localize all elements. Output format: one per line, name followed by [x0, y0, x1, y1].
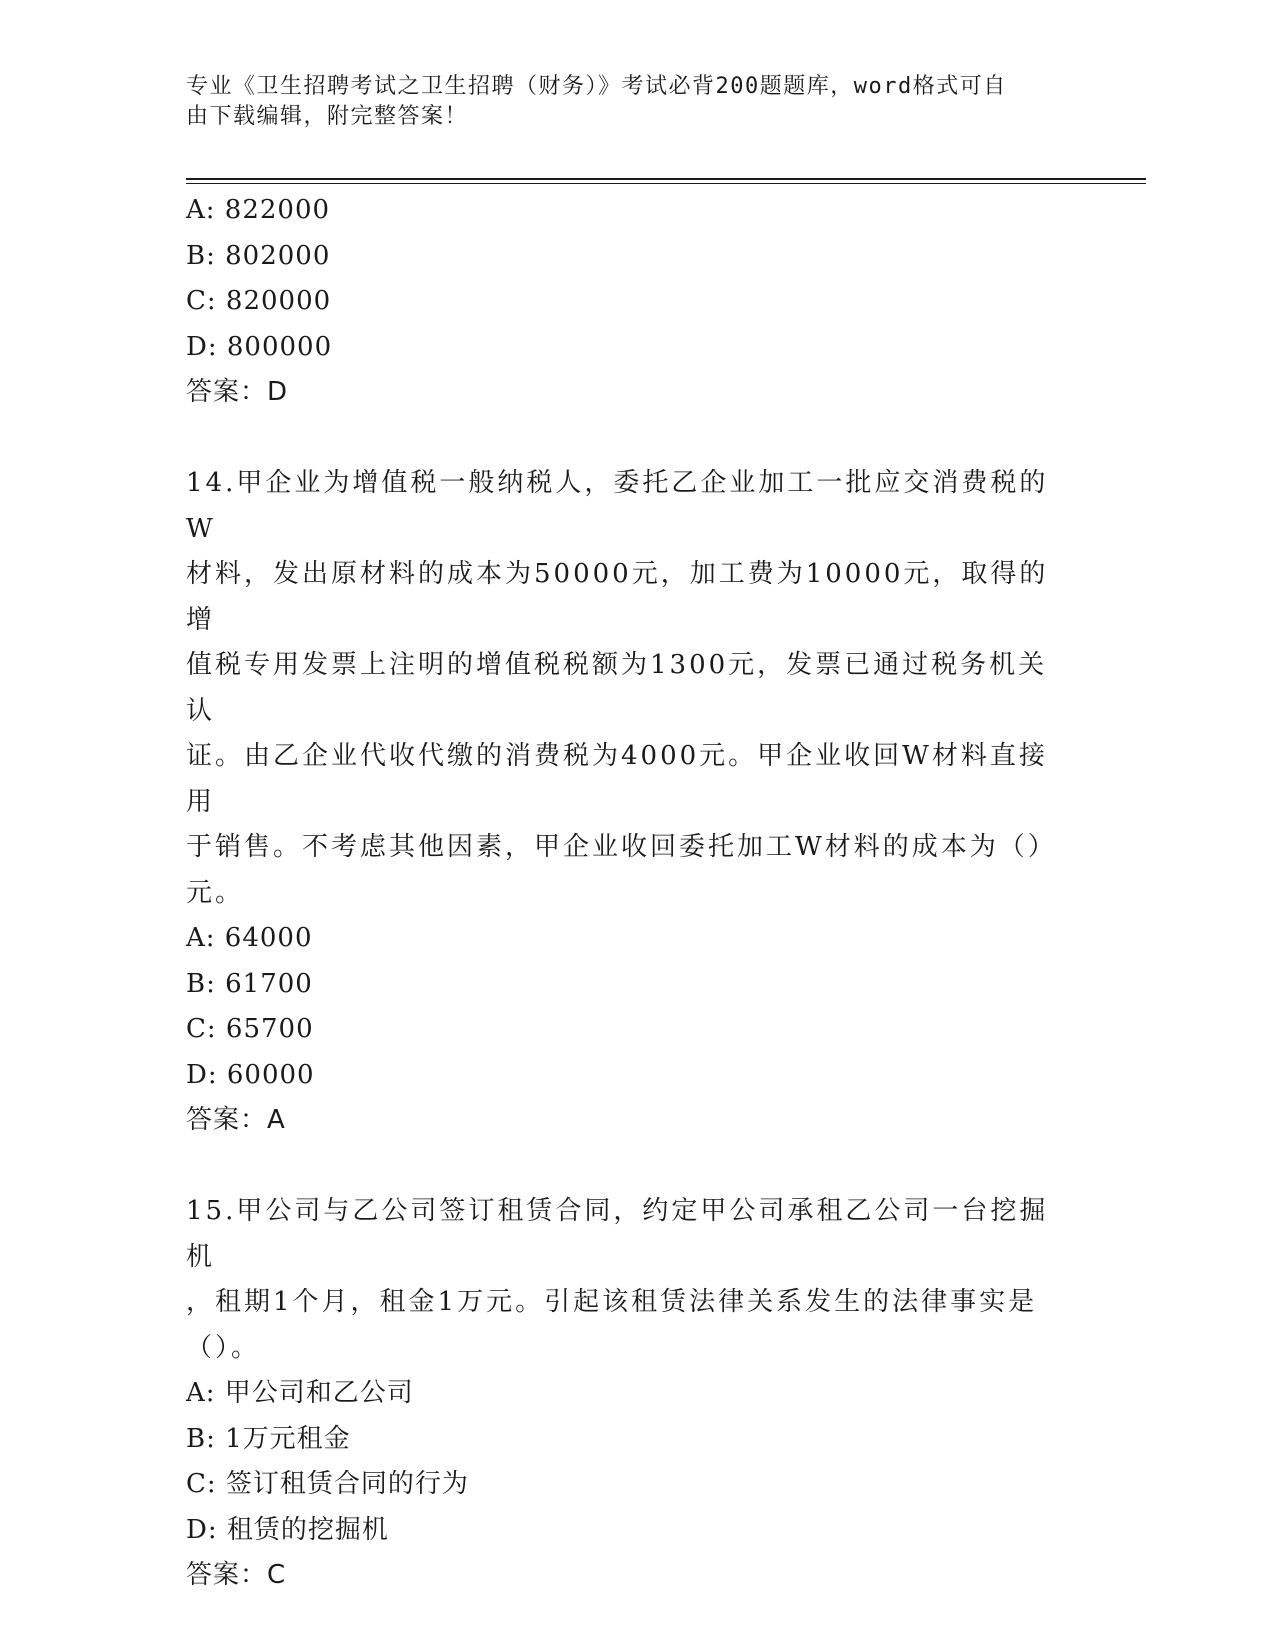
question-text-line: ，租期1个月，租金1万元。引起该租赁法律关系发生的法律事实是	[186, 1287, 1038, 1317]
question-text-line: 值税专用发票上注明的增值税税额为1300元，发票已通过税务机关认	[186, 650, 1048, 726]
question-text-line: 证。由乙企业代收代缴的消费税为4000元。甲企业收回W材料直接用	[186, 741, 1048, 817]
option-d: D: 800000	[186, 331, 333, 362]
option-a: A: 64000	[186, 923, 313, 953]
option-a: A: 甲公司和乙公司	[186, 1378, 414, 1408]
header-line-1: 专业《卫生招聘考试之卫生招聘（财务）》考试必背200题题库，word格式可自	[186, 74, 1007, 99]
header-line-2: 由下载编辑，附完整答案！	[186, 104, 469, 129]
header-divider-thin	[186, 183, 1146, 184]
option-d: D: 60000	[186, 1059, 315, 1090]
option-b: B: 1万元租金	[186, 1423, 351, 1454]
option-c: C: 签订租赁合同的行为	[186, 1469, 469, 1499]
option-d: D: 租赁的挖掘机	[186, 1514, 389, 1545]
option-b: B: 802000	[186, 240, 331, 271]
question-text-line: 于销售。不考虑其他因素，甲企业收回委托加工W材料的成本为（）	[186, 832, 1057, 862]
answer: 答案：C	[186, 1560, 287, 1590]
question-15	[186, 1189, 1086, 1599]
header-divider	[186, 178, 1146, 180]
question-text-line: 元。	[186, 877, 245, 908]
question-text-line: 14.甲企业为增值税一般纳税人，委托乙企业加工一批应交消费税的W	[186, 468, 1049, 544]
option-b: B: 61700	[186, 968, 313, 999]
question-text-line: 材料，发出原材料的成本为50000元，加工费为10000元，取得的增	[186, 559, 1049, 635]
option-a: A: 822000	[186, 195, 331, 225]
answer: 答案：A	[186, 1105, 286, 1135]
option-c: C: 820000	[186, 286, 332, 316]
question-text-line: （）。	[186, 1332, 261, 1363]
question-text-line: 15.甲公司与乙公司签订租赁合同，约定甲公司承租乙公司一台挖掘机	[186, 1196, 1049, 1272]
question-14	[186, 461, 1086, 1144]
document-header	[186, 72, 1066, 132]
question-13	[186, 188, 1086, 416]
spacer	[186, 1144, 1086, 1190]
spacer	[186, 416, 1086, 462]
answer: 答案：D	[186, 377, 289, 407]
question-content	[186, 188, 1086, 1599]
option-c: C: 65700	[186, 1014, 314, 1044]
